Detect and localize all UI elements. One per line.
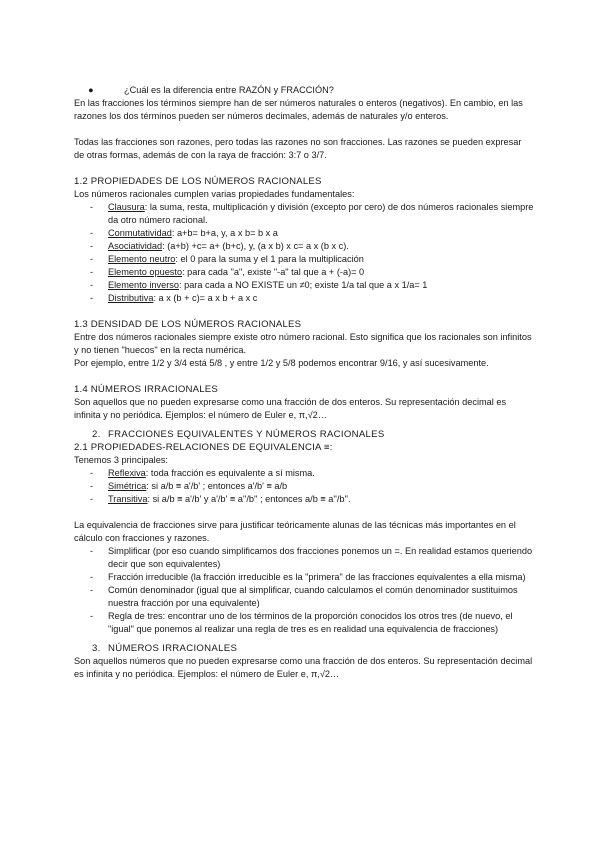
section-2-1-lead: Tenemos 3 principales:: [74, 455, 168, 465]
dash-marker: -: [90, 293, 94, 303]
dash-marker: -: [90, 280, 94, 290]
dash-marker: -: [90, 611, 94, 621]
section-3-heading: [74, 642, 534, 655]
list-item: [74, 253, 534, 266]
section-1-3-paragraph-1: Entre dos números racionales siempre existe otro número racional. Esto significa que los racionales son infinitos y no tienen "huecos" en la recta numérica.: [74, 332, 532, 355]
list-item: [74, 584, 534, 610]
property-term: Reflexiva: [108, 468, 146, 478]
property-text: : a x (b + c)= a x b + a x c: [153, 293, 258, 303]
property-text: : toda fracción es equivalente a sí misma.: [145, 468, 315, 478]
dash-marker: -: [90, 254, 94, 264]
property-text: : el 0 para la suma y el 1 para la multiplicación: [175, 254, 364, 264]
question-text: ¿Cuál es la diferencia entre RAZÓN y FRACCIÓN?: [124, 85, 334, 95]
property-term: Asociatividad: [108, 241, 163, 251]
section-number: 3.: [92, 643, 101, 654]
property-term: Distributiva: [108, 293, 154, 303]
section-title: FRACCIONES EQUIVALENTES Y NÚMEROS RACIONALES: [108, 429, 385, 440]
bullet-dot: ●: [88, 85, 94, 95]
list-item: [74, 240, 534, 253]
property-term: Simétrica: [108, 481, 147, 491]
list-item: [74, 610, 534, 636]
list-item: [74, 493, 534, 506]
property-term: Elemento opuesto: [108, 267, 183, 277]
property-term: Clausura: [108, 202, 145, 212]
technique-text: Simplificar (por eso cuando simplificamos dos fracciones ponemos un =. En realidad estamos queriendo decir que son equivalentes): [108, 546, 533, 569]
list-item: [74, 227, 534, 240]
property-text: : para cada a NO EXISTE un ≠0; existe 1/a tal que a x 1/a= 1: [178, 280, 428, 290]
techniques-list: [74, 545, 534, 636]
dash-marker: -: [90, 481, 94, 491]
property-text: : a+b= b+a, y, a x b= b x a: [171, 228, 278, 238]
list-item: [74, 279, 534, 292]
technique-text: Fracción irreducible (la fracción irreducible es la "primera" de las fracciones equivalentes a ella misma): [108, 572, 526, 582]
list-item: [74, 480, 534, 493]
section-1-3-paragraph-2: Por ejemplo, entre 1/2 y 3/4 está 5/8 , y entre 1/2 y 5/8 podemos encontrar 9/16, y así sucesivamente.: [74, 358, 489, 368]
section-2-heading: [74, 428, 534, 441]
section-1-3-heading: 1.3 DENSIDAD DE LOS NÚMEROS RACIONALES: [74, 319, 302, 330]
list-item: [74, 467, 534, 480]
dash-marker: -: [90, 228, 94, 238]
technique-text: Común denominador (igual que al simplificar, cuando calculamos el común denominador sustituimos nuestra fracción por una equivalente): [108, 585, 518, 608]
dash-marker: -: [90, 267, 94, 277]
property-text: : para cada "a", existe "-a" tal que a + (-a)= 0: [182, 267, 365, 277]
list-item: [74, 201, 534, 227]
property-term: Elemento inverso: [108, 280, 179, 290]
property-text: : (a+b) +c= a+ (b+c), y, (a x b) x c= a x (b x c).: [162, 241, 349, 251]
question-bullet-item: [74, 84, 534, 97]
equivalence-properties-list: [74, 467, 534, 506]
dash-marker: -: [90, 494, 94, 504]
list-item: [74, 545, 534, 571]
dash-marker: -: [90, 572, 94, 582]
section-1-2-heading: 1.2 PROPIEDADES DE LOS NÚMEROS RACIONALES: [74, 176, 322, 187]
property-term: Transitiva: [108, 494, 148, 504]
section-2-1-heading: 2.1 PROPIEDADES-RELACIONES DE EQUIVALENCIA ≡:: [74, 442, 333, 453]
dash-marker: -: [90, 468, 94, 478]
section-1-4-heading: 1.4 NÚMEROS IRRACIONALES: [74, 384, 218, 395]
property-term: Conmutatividad: [108, 228, 172, 238]
section-1-4-paragraph: Son aquellos que no pueden expresarse como una fracción de dos enteros. Su representación decimal es infinita y no periódica. Ejemplos: el número de Euler e, π,√2…: [74, 397, 507, 420]
dash-marker: -: [90, 585, 94, 595]
dash-marker: -: [90, 546, 94, 556]
intro-paragraph-1: En las fracciones los términos siempre han de ser números naturales o enteros (negativos). En cambio, en las razones los dos términos pueden ser números decimales, además de naturales y/o enteros.: [74, 98, 523, 121]
intro-paragraph-2: Todas las fracciones son razones, pero todas las razones no son fracciones. Las razones se pueden expresar de otras formas, además de con la raya de fracción: 3:7 o 3/7.: [74, 137, 522, 160]
section-title: NÚMEROS IRRACIONALES: [108, 643, 238, 654]
equivalence-paragraph: La equivalencia de fracciones sirve para justificar teóricamente alunas de las técnicas más importantes en el cálculo con fracciones y razones.: [74, 520, 516, 543]
properties-list: [74, 201, 534, 305]
document-page: [74, 84, 534, 681]
dash-marker: -: [90, 202, 94, 212]
property-text: : si a/b ≡ a'/b' y a'/b' ≡ a''/b'' ; entonces a/b ≡ a''/b''.: [147, 494, 351, 504]
property-text: : la suma, resta, multiplicación y división (excepto por cero) de dos números racionales siempre da otro número racional.: [108, 202, 534, 225]
section-number: 2.: [92, 429, 101, 440]
property-text: : si a/b ≡ a'/b' ; entonces a'/b' ≡ a/b: [146, 481, 288, 491]
dash-marker: -: [90, 241, 94, 251]
list-item: [74, 292, 534, 305]
property-term: Elemento neutro: [108, 254, 176, 264]
section-1-2-lead: Los números racionales cumplen varias propiedades fundamentales:: [74, 189, 355, 199]
list-item: [74, 266, 534, 279]
list-item: [74, 571, 534, 584]
section-3-paragraph: Son aquellos números que no pueden expresarse como una fracción de dos enteros. Su representación decimal es infinita y no periódica. Ejemplos: el número de Euler e, π,√2…: [74, 656, 533, 679]
technique-text: Regla de tres: encontrar uno de los términos de la proporción conocidos los otros tres (de nuevo, el "igual" que ponemos al realizar una regla de tres es en realidad una equivalencia de fracciones): [108, 611, 513, 634]
